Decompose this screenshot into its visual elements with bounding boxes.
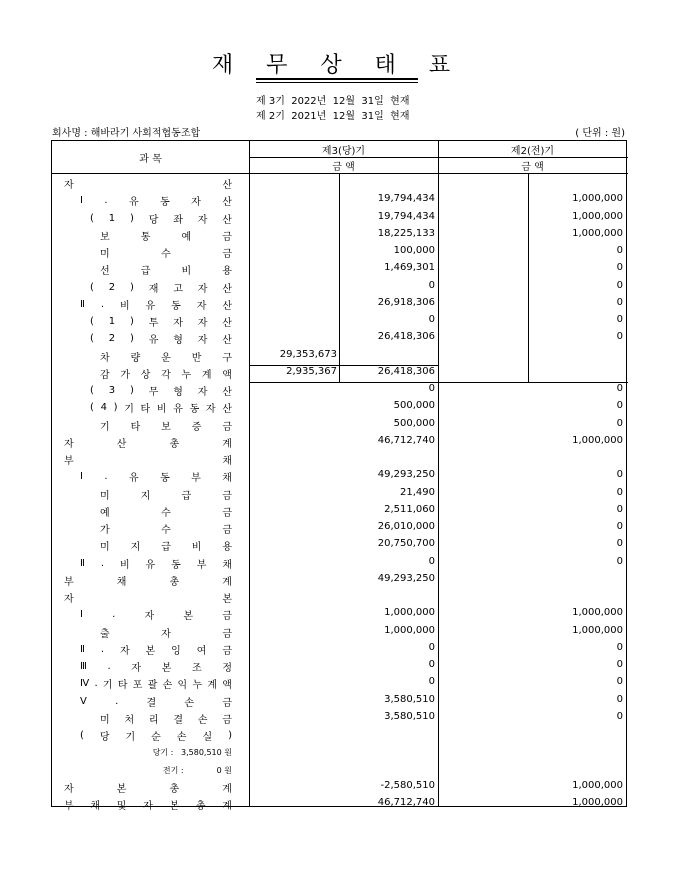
- account-label: 기 타 보 증 금: [100, 421, 232, 433]
- table-row: [52, 658, 628, 675]
- current-amount: 20,750,700: [377, 538, 435, 550]
- table-row: [52, 606, 628, 623]
- column-divider-account: [249, 141, 250, 806]
- prior-amount: 1,000,000: [572, 607, 623, 619]
- current-amount: 26,418,306: [377, 365, 435, 377]
- account-label: ( 2 ) 재 고 자 산: [90, 281, 232, 295]
- current-amount: 49,293,250: [377, 572, 435, 584]
- current-amount: 0: [428, 676, 435, 688]
- account-label: Ⅰ . 유 동 자 산: [80, 195, 232, 209]
- table-row: [52, 261, 628, 278]
- account-label: Ⅱ . 비 유 동 부 채: [80, 557, 232, 571]
- table-row: [52, 175, 628, 192]
- current-amount: 0: [428, 555, 435, 567]
- current-amount: 1,000,000: [384, 624, 435, 636]
- current-amount: 500,000: [393, 400, 435, 412]
- table-row: [52, 296, 628, 313]
- current-amount: 0: [428, 641, 435, 653]
- table-row: [52, 486, 628, 503]
- prior-amount: 0: [616, 417, 623, 429]
- table-row: [52, 537, 628, 554]
- column-divider-current-sub: [339, 173, 340, 382]
- current-sub-amount: 2,935,367: [286, 365, 337, 377]
- prior-amount: 0: [616, 521, 623, 532]
- table-row: [52, 330, 628, 347]
- column-divider-prior-sub: [528, 173, 529, 382]
- prior-amount: 1,000,000: [572, 779, 623, 791]
- table-row: [52, 744, 628, 761]
- account-label: 자 산 총 계: [64, 438, 232, 450]
- table-row: [52, 589, 628, 606]
- current-amount: 18,225,133: [377, 227, 435, 239]
- account-label: 가 수 금: [100, 525, 232, 536]
- account-label: 당기 : 3,580,510 원: [152, 748, 232, 758]
- header-current-amount: 금 액: [332, 162, 355, 173]
- table-row: [52, 365, 628, 382]
- prior-amount: 0: [616, 469, 623, 481]
- table-row: [52, 244, 628, 261]
- table-row: [52, 710, 628, 727]
- current-amount: 49,293,250: [377, 469, 435, 481]
- account-label: Ⅱ . 자 본 잉 여 금: [80, 643, 232, 657]
- prior-amount: 0: [616, 314, 623, 325]
- current-amount: 0: [428, 314, 435, 325]
- header-current-period: 제3(당)기: [321, 146, 366, 157]
- table-row: [52, 399, 628, 416]
- current-amount: 1,469,301: [384, 262, 435, 274]
- account-label: ( 4 ) 기 타 비 유 동 자 산: [90, 402, 232, 416]
- account-label: 감 가 상 각 누 계 액: [100, 369, 232, 381]
- account-label: ( 3 ) 무 형 자 산: [90, 385, 232, 398]
- account-label: ( 당 기 순 손 실 ): [80, 730, 232, 743]
- table-row: [52, 641, 628, 658]
- table-row: [52, 417, 628, 434]
- account-label: 자 본 총 계: [64, 783, 232, 795]
- current-amount: 26,418,306: [377, 331, 435, 343]
- prior-amount: 0: [616, 331, 623, 343]
- account-label: Ⅰ . 자 본 금: [80, 609, 232, 623]
- prior-amount: 0: [616, 676, 623, 688]
- account-label: 출 자 금: [100, 628, 232, 640]
- title-underline-thin: [256, 82, 418, 83]
- current-amount: -2,580,510: [380, 779, 435, 791]
- current-amount: 2,511,060: [384, 503, 435, 515]
- prior-amount: 0: [616, 296, 623, 308]
- current-amount: 500,000: [393, 417, 435, 429]
- prior-amount: 0: [616, 245, 623, 256]
- prior-amount: 0: [616, 383, 623, 394]
- current-amount: 3,580,510: [384, 693, 435, 705]
- account-label: Ⅱ . 비 유 동 자 산: [80, 298, 232, 312]
- table-row: [52, 693, 628, 710]
- prior-amount: 0: [616, 279, 623, 291]
- prior-amount: 0: [616, 503, 623, 515]
- account-label: 부 채 및 자 본 총 계: [64, 801, 232, 812]
- account-label: Ⅴ . 결 손 금: [80, 695, 232, 709]
- current-amount: 3,580,510: [384, 710, 435, 722]
- current-amount: 100,000: [393, 245, 435, 256]
- account-label: 미 처 리 결 손 금: [100, 714, 232, 726]
- account-label: 미 지 급 비 용: [100, 542, 232, 554]
- current-amount: 19,794,434: [377, 210, 435, 222]
- account-label: Ⅲ . 자 본 조 정: [80, 661, 232, 674]
- prior-amount: 0: [616, 659, 623, 670]
- header-prior-period: 제2(전)기: [510, 146, 555, 157]
- current-amount: 26,010,000: [377, 521, 435, 532]
- table-row: [52, 313, 628, 330]
- table-row: [52, 451, 628, 468]
- current-amount: 19,794,434: [377, 193, 435, 205]
- unit-label: ( 단위 : 원): [575, 128, 625, 139]
- split-section-bottom: [249, 382, 628, 383]
- current-amount: 0: [428, 383, 435, 394]
- account-label: 부 채: [64, 456, 232, 467]
- table-row: [52, 727, 628, 744]
- current-amount: 0: [428, 279, 435, 291]
- prior-amount: 0: [616, 555, 623, 567]
- table-row: [52, 382, 628, 399]
- table-row: [52, 503, 628, 520]
- account-label: Ⅳ . 기 타 포 괄 손 익 누 계 액: [80, 678, 232, 692]
- table-row: [52, 279, 628, 296]
- table-row: [52, 779, 628, 796]
- period-prior: 제 2기 2021년 12월 31일 현재: [256, 111, 410, 122]
- prior-amount: 1,000,000: [572, 227, 623, 239]
- account-label: 차 량 운 반 구: [100, 352, 232, 364]
- table-row: [52, 192, 628, 209]
- header-account: 과 목: [139, 154, 162, 165]
- table-row: [52, 762, 628, 779]
- prior-amount: 1,000,000: [572, 797, 623, 808]
- prior-amount: 0: [616, 710, 623, 722]
- account-label: ( 1 ) 당 좌 자 산: [90, 212, 232, 226]
- company-name: 회사명 : 해바라기 사회적협동조합: [52, 128, 201, 139]
- current-amount: 1,000,000: [384, 607, 435, 619]
- table-row: [52, 796, 628, 813]
- table-row: [52, 624, 628, 641]
- sub-amount-underline: [249, 365, 438, 366]
- account-label: 선 급 비 용: [100, 266, 232, 278]
- current-amount: 0: [428, 659, 435, 670]
- title-underline: [256, 78, 418, 80]
- table-row: [52, 572, 628, 589]
- prior-amount: 0: [616, 400, 623, 412]
- table-row: [52, 210, 628, 227]
- account-label: 미 수 금: [100, 249, 232, 260]
- account-label: ( 1 ) 투 자 자 산: [90, 316, 232, 329]
- prior-amount: 1,000,000: [572, 624, 623, 636]
- prior-amount: 0: [616, 486, 623, 498]
- account-label: ( 2 ) 유 형 자 산: [90, 333, 232, 347]
- prior-amount: 1,000,000: [572, 434, 623, 446]
- period-current: 제 3기 2022년 12월 31일 현재: [256, 96, 410, 107]
- prior-amount: 0: [616, 641, 623, 653]
- table-row: [52, 468, 628, 485]
- column-divider-period: [438, 141, 439, 806]
- account-label: 부 채 총 계: [64, 576, 232, 588]
- current-amount: 46,712,740: [377, 797, 435, 808]
- current-sub-amount: 29,353,673: [279, 348, 337, 360]
- table-row: [52, 227, 628, 244]
- prior-amount: 1,000,000: [572, 210, 623, 222]
- header-bottom: [52, 173, 628, 174]
- document-title: 재 무 상 태 표: [211, 53, 464, 78]
- account-label: 전기 : 0 원: [162, 765, 232, 775]
- table-row: [52, 520, 628, 537]
- table-row: [52, 434, 628, 451]
- account-label: Ⅰ . 유 동 부 채: [80, 471, 232, 485]
- header-prior-amount: 금 액: [521, 162, 544, 173]
- prior-amount: 0: [616, 538, 623, 550]
- prior-amount: 1,000,000: [572, 193, 623, 205]
- table-row: [52, 675, 628, 692]
- account-label: 자 본: [64, 594, 232, 605]
- balance-sheet-table: [51, 140, 627, 812]
- prior-amount: 0: [616, 693, 623, 705]
- account-label: 미 지 급 금: [100, 490, 232, 502]
- account-label: 예 수 금: [100, 507, 232, 519]
- account-label: 보 통 예 금: [100, 231, 232, 243]
- current-amount: 46,712,740: [377, 434, 435, 446]
- prior-amount: 0: [616, 262, 623, 274]
- account-label: 자 산: [64, 180, 232, 191]
- table-row: [52, 348, 628, 365]
- current-amount: 26,918,306: [377, 296, 435, 308]
- current-amount: 21,490: [400, 486, 435, 498]
- table-row: [52, 555, 628, 572]
